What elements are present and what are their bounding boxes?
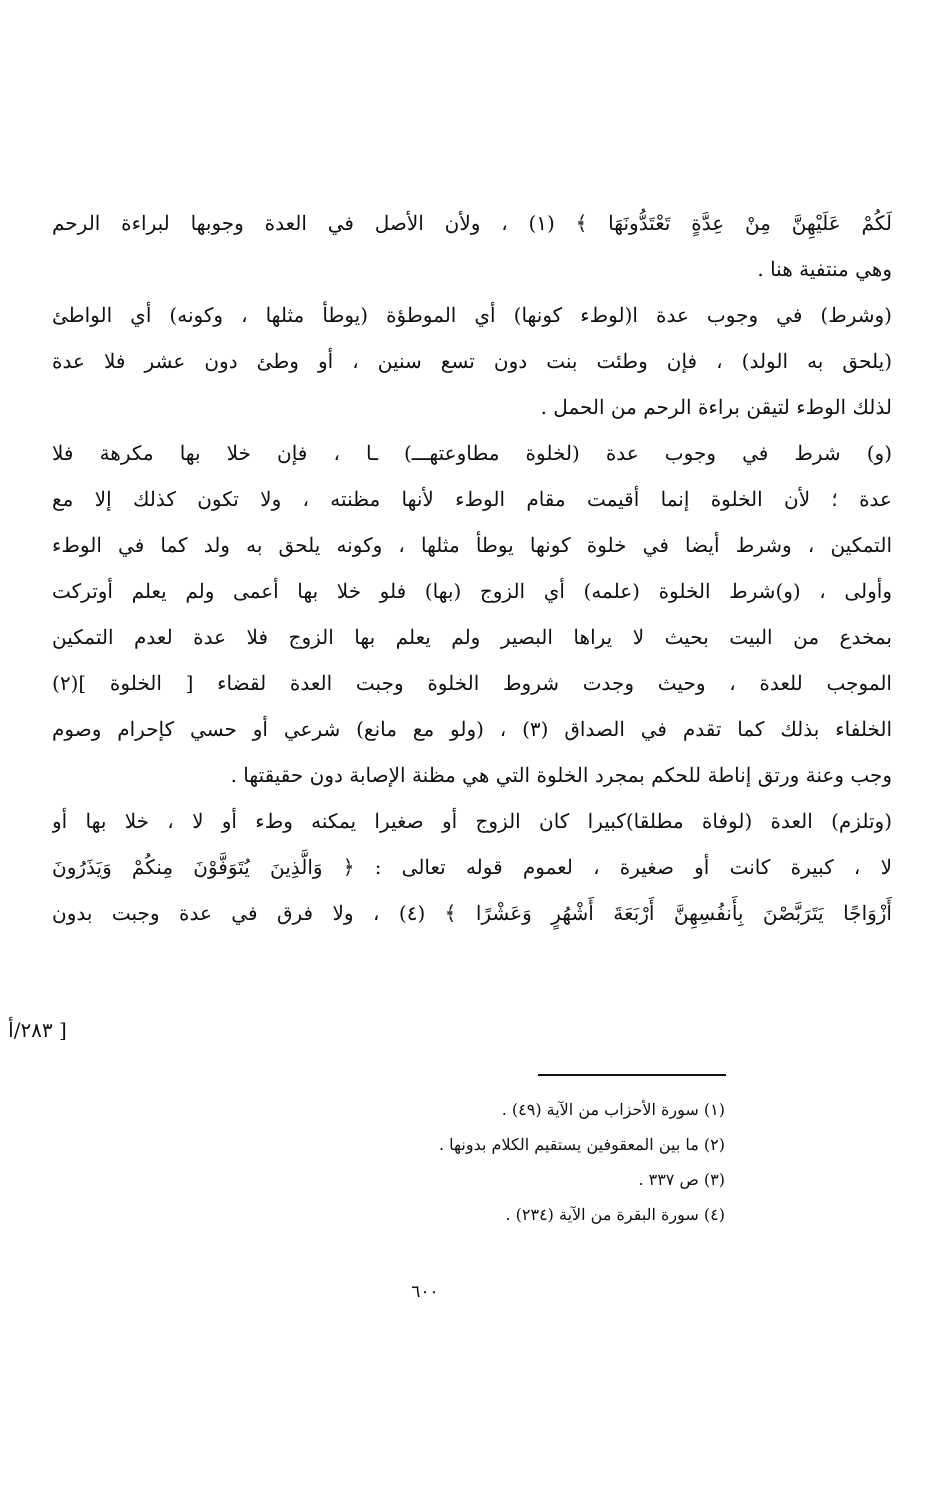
text-line: (وتلزم) العدة (لوفاة مطلقا)كبيرا كان الزوج أو صغيرا يمكنه وطء أو لا ، خلا بها أو — [52, 809, 892, 833]
text-line: عدة ؛ لأن الخلوة إنما أقيمت مقام الوطء لأنها مظنته ، ولا تكون كذلك إلا مع — [52, 487, 892, 511]
text-line: وأولى ، (و)شرط الخلوة (علمه) أي الزوج (بها) فلو خلا بها أعمى ولم يعلم أوتركت — [52, 579, 892, 603]
page-number: ٦٠٠ — [411, 1282, 439, 1302]
text-line: أَزْوَاجًا يَتَرَبَّصْنَ بِأَنفُسِهِنَّ أَرْبَعَةَ أَشْهُرٍ وَعَشْرًا ﴾ (٤) ، ولا فرق في عدة وجبت بدون — [52, 901, 892, 925]
text-line: وجب وعنة ورتق إناطة للحكم بمجرد الخلوة التي هي مظنة الإصابة دون حقيقتها . — [230, 763, 892, 787]
footnote-item: (٣) ص ٣٣٧ . — [638, 1170, 725, 1189]
text-line: لَكُمْ عَلَيْهِنَّ مِنْ عِدَّةٍ تَعْتَدُّونَهَا ﴾ (١) ، ولأن الأصل في العدة وجوبها لبراءة الرحم — [52, 211, 892, 235]
text-line: وهي منتفية هنا . — [757, 257, 892, 281]
text-line: (و) شرط في وجوب عدة (لخلوة مطاوعتهـــ) ـا ، فإن خلا بها مكرهة فلا — [52, 441, 892, 465]
text-line: بمخدع من البيت بحيث لا يراها البصير ولم يعلم بها الزوج فلا عدة لعدم التمكين — [52, 625, 892, 649]
text-line: لذلك الوطء لتيقن براءة الرحم من الحمل . — [540, 395, 892, 419]
text-line: التمكين ، وشرط أيضا في خلوة كونها يوطأ مثلها ، وكونه يلحق به ولد كما في الوطء — [52, 533, 892, 557]
text-line: الخلفاء بذلك كما تقدم في الصداق (٣) ، (ولو مع مانع) شرعي أو حسي كإحرام وصوم — [52, 717, 892, 741]
footnotes-block — [300, 1092, 725, 1232]
footnote-item: (١) سورة الأحزاب من الآية (٤٩) . — [501, 1100, 725, 1119]
footnote-divider — [538, 1074, 726, 1076]
main-text-block — [52, 200, 892, 936]
folio-margin-note: [ ٢٨٣/أ — [8, 1018, 67, 1042]
footnote-item: (٤) سورة البقرة من الآية (٢٣٤) . — [505, 1205, 725, 1224]
footnote-item: (٢) ما بين المعقوفين يستقيم الكلام بدونها . — [439, 1135, 725, 1154]
text-line: لا ، كبيرة كانت أو صغيرة ، لعموم قوله تعالى : ﴿ وَالَّذِينَ يُتَوَفَّوْنَ مِنكُمْ وَيَذَرُونَ — [52, 855, 892, 879]
text-line: (وشرط) في وجوب عدة ا(لوطء كونها) أي الموطؤة (يوطأ مثلها ، وكونه) أي الواطئ — [52, 303, 892, 327]
text-line: الموجب للعدة ، وحيث وجدت شروط الخلوة وجبت العدة لقضاء [ الخلوة ](٢) — [52, 671, 892, 695]
text-line: (يلحق به الولد) ، فإن وطئت بنت دون تسع سنين ، أو وطئ دون عشر فلا عدة — [52, 349, 892, 373]
